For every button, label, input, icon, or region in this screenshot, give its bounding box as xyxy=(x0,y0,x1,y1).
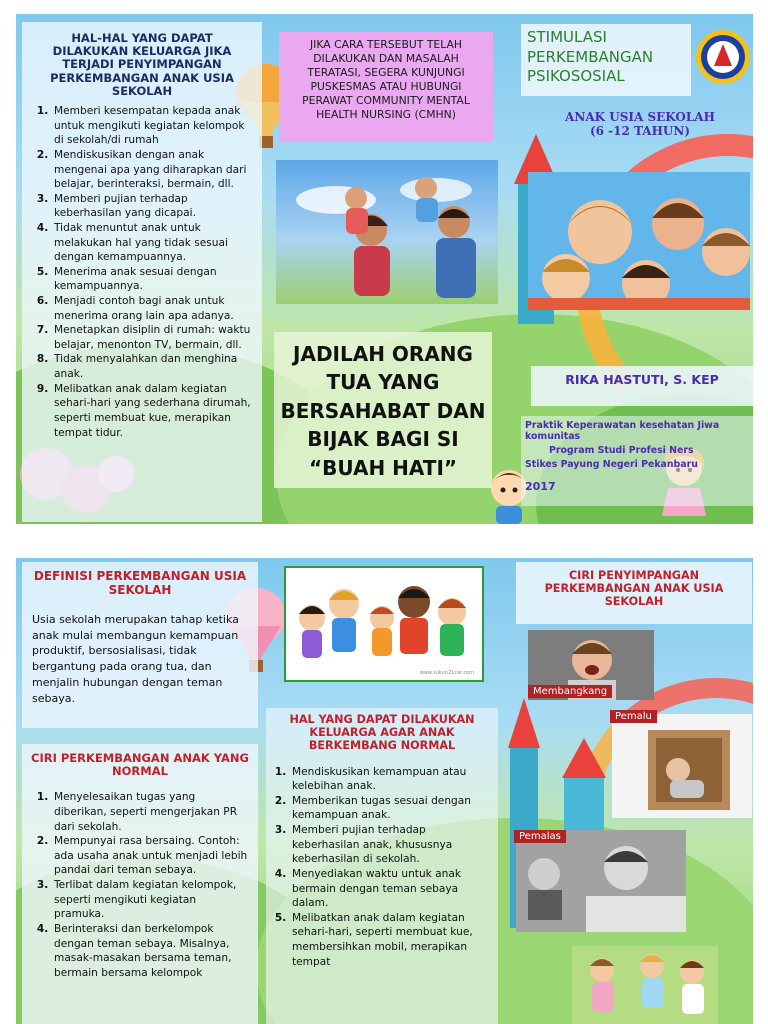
normal-development-item: 1. Menyelesaikan tugas yang diberikan, seperti mengerjakan PR dari sekolah. xyxy=(52,790,248,834)
shy-child-photo xyxy=(612,714,752,818)
family-support-item: 1. Mendiskusikan kemampuan atau kelebihan anak. xyxy=(290,765,492,794)
normal-development-item: 3. Terlibat dalam kegiatan kelompok, seperti mengikuti kegiatan pramuka. xyxy=(52,878,248,922)
deviation-title-box xyxy=(516,562,752,624)
family-photo xyxy=(276,160,498,304)
family-actions-title: HAL-HAL YANG DAPAT DILAKUKAN KELUARGA JIKA TERJADI PENYIMPANGAN PERKEMBANGAN ANAK USIA SEKOLAH xyxy=(50,31,234,98)
family-support-item: 2. Memberikan tugas sesuai dengan kemampuan anak. xyxy=(290,794,492,823)
notice-text: JIKA CARA TERSEBUT TELAH DILAKUKAN DAN MASALAH TERATASI, SEGERA KUNJUNGI PUSKESMAS ATAU HUBUNGI PERAWAT COMMUNITY MENTAL HEALTH NURSING (CMHN) xyxy=(302,38,470,122)
publication-year: 2017 xyxy=(525,480,556,493)
family-action-item: 5. Menerima anak sesuai dengan kemampuannya. xyxy=(52,265,254,294)
family-action-item: 3. Memberi pujian terhadap keberhasilan yang dicapai. xyxy=(52,192,254,221)
family-support-panel xyxy=(266,708,498,1024)
family-action-item: 4. Tidak menuntut anak untuk melakukan hal yang tidak sesuai dengan kemampuannya. xyxy=(52,221,254,265)
cover-subtitle-box xyxy=(536,110,744,152)
brochure-page-outside xyxy=(16,14,753,524)
family-action-item: 1. Memberi kesempatan kepada anak untuk mengikuti kegiatan kelompok di sekolah/di rumah xyxy=(52,104,254,148)
cover-title-box xyxy=(521,24,691,96)
normal-development-item: 4. Berinteraksi dan berkelompok dengan teman sebaya. Misalnya, masak-masakan bersama teman, bermain bersama kelompok xyxy=(52,922,248,980)
institution-logo-icon xyxy=(694,28,752,86)
definition-panel xyxy=(22,562,258,728)
author-name: RIKA HASTUTI, S. KEP xyxy=(565,372,719,387)
school-kids-photo xyxy=(528,172,750,310)
notice-box xyxy=(279,32,493,142)
author-box xyxy=(531,366,753,406)
family-support-title: HAL YANG DAPAT DILAKUKAN KELUARGA AGAR ANAK BERKEMBANG NORMAL xyxy=(289,713,475,752)
cover-subtitle-line2: (6 -12 TAHUN) xyxy=(589,124,691,138)
normal-development-title: CIRI PERKEMBANGAN ANAK YANG NORMAL xyxy=(31,751,249,779)
deviation-title: CIRI PENYIMPANGAN PERKEMBANGAN ANAK USIA SEKOLAH xyxy=(544,569,724,608)
family-action-item: 2. Mendiskusikan dengan anak mengenai apa yang diharapkan dari belajar, berinteraksi, bermain, dll. xyxy=(52,148,254,192)
cover-title: STIMULASI PERKEMBANGAN PSIKOSOSIAL xyxy=(527,28,654,85)
family-support-item: 3. Memberi pujian terhadap keberhasilan anak, khususnya keberhasilan di sekolah. xyxy=(290,823,492,867)
caption-defiant: Membangkang xyxy=(528,685,612,698)
cover-subtitle-line1: ANAK USIA SEKOLAH xyxy=(565,110,715,124)
family-support-item: 5. Melibatkan anak dalam kegiatan sehari-hari, seperti membuat kue, membersihkan mobil, merapikan tempat xyxy=(290,911,492,969)
family-support-item: 4. Menyediakan waktu untuk anak bermain dengan teman sebaya dalam. xyxy=(290,867,492,911)
institution-line2: Program Studi Profesi Ners xyxy=(549,445,694,456)
definition-title: DEFINISI PERKEMBANGAN USIA SEKOLAH xyxy=(33,569,247,597)
slogan-text: JADILAH ORANG TUA YANG BERSAHABAT DAN BIJAK BAGI SI “BUAH HATI” xyxy=(280,342,486,480)
caption-shy: Pemalu xyxy=(610,710,657,723)
picture-watermark: www.sukun21car.com xyxy=(419,670,474,676)
brochure-page-inside xyxy=(16,558,753,1024)
caption-lazy: Pemalas xyxy=(514,830,566,843)
lazy-children-photo xyxy=(516,830,686,932)
children-playing-photo xyxy=(572,946,718,1024)
family-actions-panel xyxy=(22,22,262,522)
institution-box xyxy=(521,416,753,506)
definition-text: Usia sekolah merupakan tahap ketika anak mulai membangun kemampuan produktif, bersosialisasi, tidak bergantung pada orang tua, dan menjalin hubungan dengan teman sebaya. xyxy=(32,612,239,706)
family-action-item: 8. Tidak menyalahkan dan menghina anak. xyxy=(52,352,254,381)
family-action-item: 7. Menetapkan disiplin di rumah: waktu belajar, menonton TV, bermain, dll. xyxy=(52,323,254,352)
family-support-list xyxy=(266,765,498,970)
family-actions-list xyxy=(22,104,262,440)
family-action-item: 9. Melibatkan anak dalam kegiatan sehari-hari yang sederhana dirumah, seperti membuat kue, merapikan tempat tidur. xyxy=(52,382,254,440)
normal-development-item: 2. Mempunyai rasa bersaing. Contoh: ada usaha anak untuk menjadi lebih pandai dari teman sebaya. xyxy=(52,834,248,878)
slogan-box xyxy=(274,332,492,488)
normal-development-list xyxy=(22,790,258,980)
normal-development-panel xyxy=(22,744,258,1024)
institution-line3: Stikes Payung Negeri Pekanbaru xyxy=(525,459,698,470)
family-action-item: 6. Menjadi contoh bagi anak untuk menerima orang lain apa adanya. xyxy=(52,294,254,323)
cartoon-kids-picture xyxy=(284,566,484,682)
institution-line1: Praktik Keperawatan kesehatan Jiwa komunitas xyxy=(525,420,720,442)
